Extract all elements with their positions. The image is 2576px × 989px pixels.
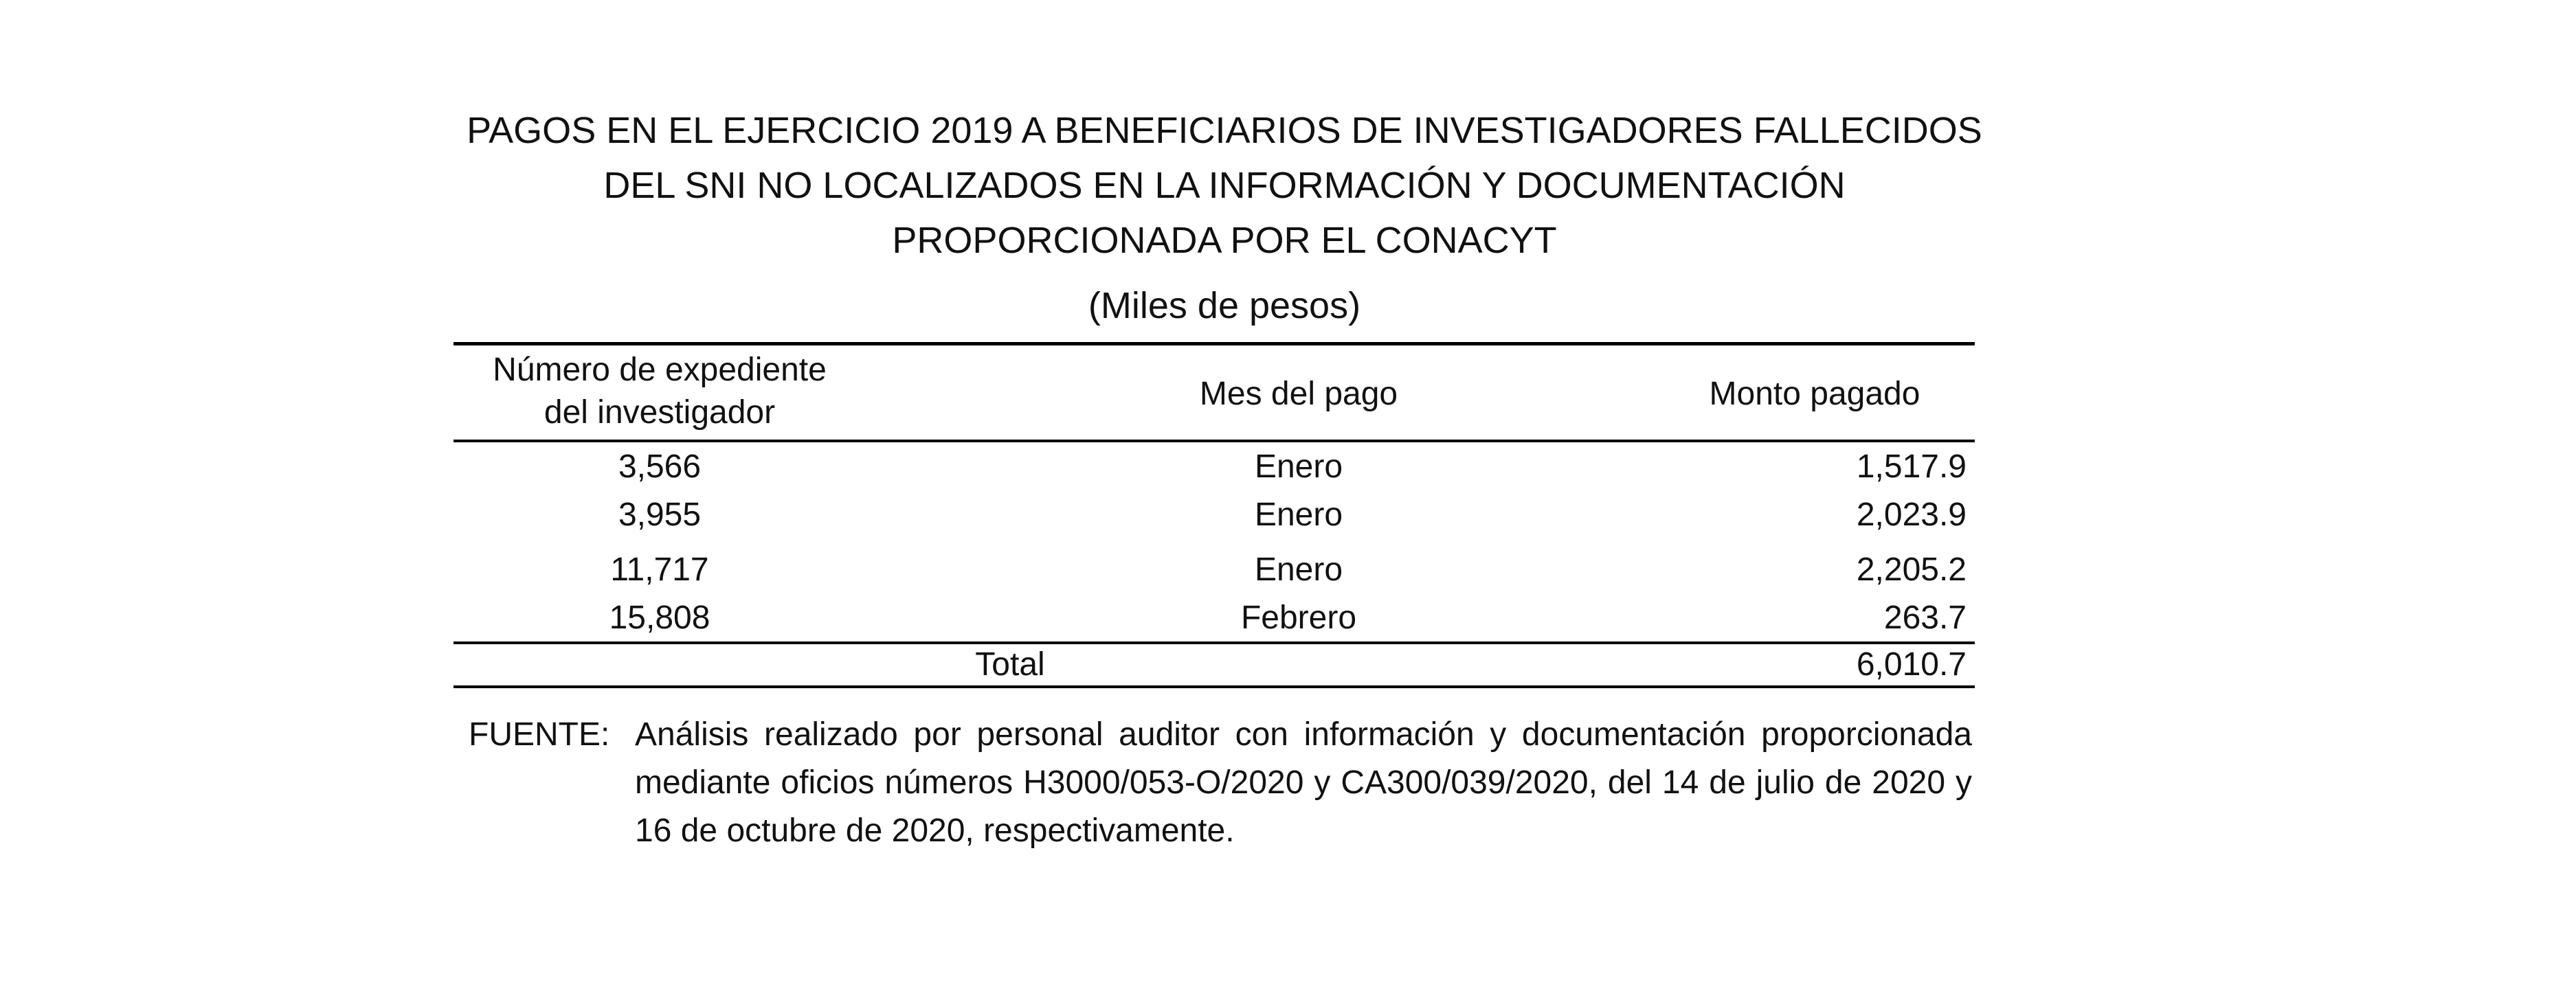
cell-expediente: 15,808 [609, 600, 710, 636]
table-top-rule [453, 342, 1975, 345]
column-header-expediente: Número de expediente del investigador [493, 352, 827, 431]
header-rule [453, 440, 1975, 442]
cell-mes: Enero [1254, 497, 1343, 533]
column-header-monto: Monto pagado [1709, 376, 1920, 412]
total-value: 6,010.7 [1856, 646, 1967, 683]
source-text: Análisis realizado por personal auditor con información y documentación proporcionada mediante oficios números H3000/053-O/2020 y CA300/039/2020, del 14 de julio de 2020 y 16 de octubre de 2020, respectivamente. [635, 716, 1972, 849]
total-label: Total [975, 646, 1045, 683]
cell-monto: 263.7 [1883, 600, 1967, 636]
cell-monto: 1,517.9 [1856, 448, 1967, 485]
cell-mes: Febrero [1240, 600, 1357, 636]
table-bottom-rule [453, 685, 1975, 688]
cell-expediente: 3,955 [618, 497, 702, 533]
cell-expediente: 11,717 [610, 552, 709, 588]
title-line-3: PROPORCIONADA POR EL CONACYT [892, 220, 1557, 261]
title-line-1: PAGOS EN EL EJERCICIO 2019 A BENEFICIARIOS DE INVESTIGADORES FALLECIDOS [467, 110, 1982, 151]
source-prefix: FUENTE: [469, 716, 610, 753]
column-header-mes: Mes del pago [1199, 376, 1398, 412]
title-line-2: DEL SNI NO LOCALIZADOS EN LA INFORMACIÓN Y DOCUMENTACIÓN [603, 165, 1846, 206]
cell-monto: 2,205.2 [1856, 552, 1967, 588]
subtitle: (Miles de pesos) [1088, 285, 1361, 326]
cell-mes: Enero [1254, 552, 1343, 588]
cell-expediente: 3,566 [618, 448, 702, 485]
cell-mes: Enero [1254, 448, 1343, 485]
cell-monto: 2,023.9 [1856, 497, 1967, 533]
